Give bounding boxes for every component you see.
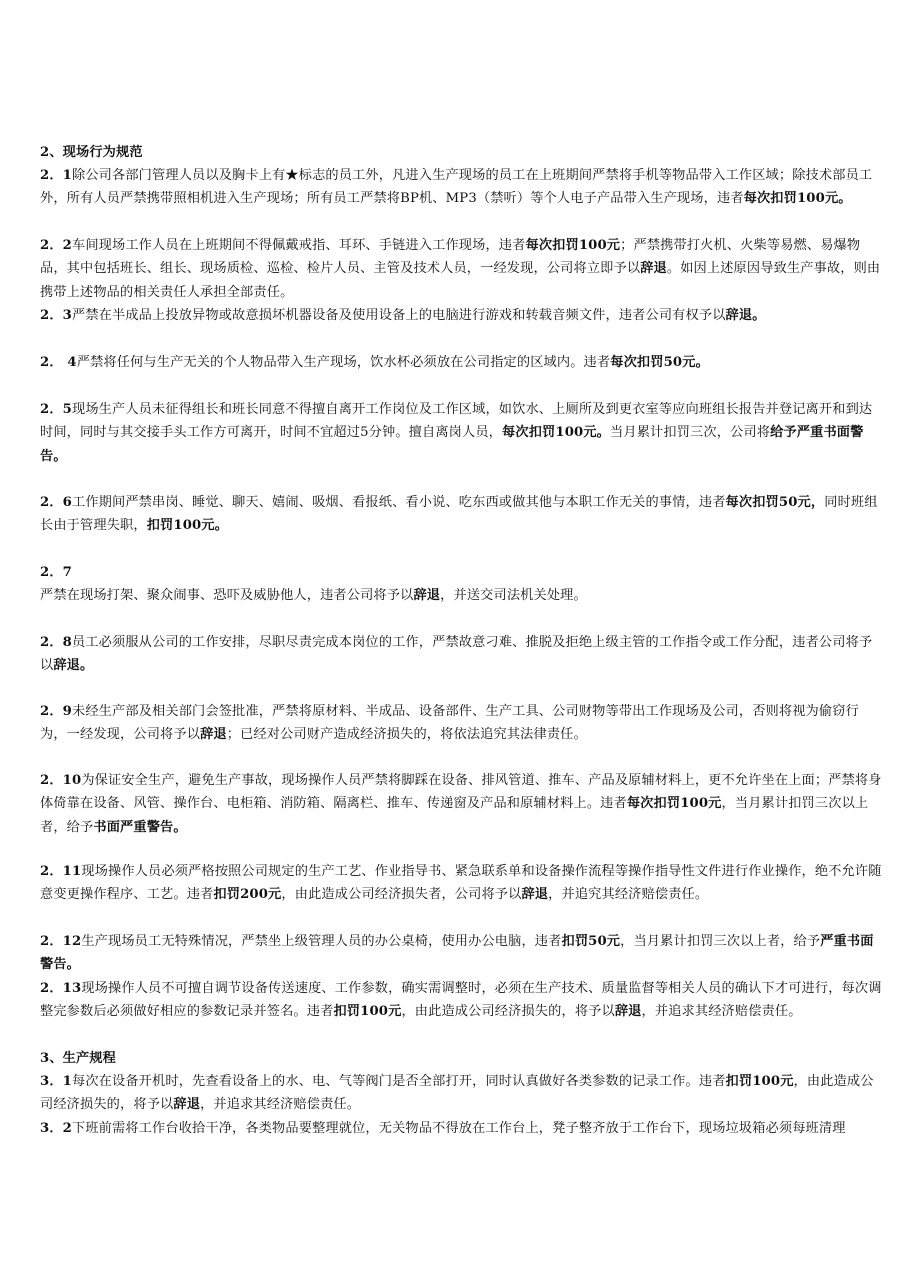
- rule-2-2: [40, 234, 882, 304]
- rule-number: 2．8: [40, 635, 72, 650]
- rule-text: ，并送交司法机关处理。: [440, 588, 587, 604]
- rule-number: 3．2: [40, 1121, 72, 1136]
- penalty-text: 每次扣罚100元。: [502, 425, 611, 441]
- rule-number: 2．7: [40, 565, 72, 580]
- penalty-text: 扣罚100元。: [146, 518, 229, 534]
- rule-number: 2．10: [40, 773, 82, 788]
- penalty-text: 辞退: [200, 727, 227, 743]
- penalty-text: 辞退: [640, 261, 667, 277]
- rule-number: 2．5: [40, 402, 72, 417]
- rule-3-1: [40, 1070, 882, 1117]
- rule-text: ，由此造成公司经济损失的，将予以: [40, 1074, 874, 1113]
- rule-text: 现场操作人员不可擅自调节设备传送速度、工作参数，确实需调整时，必须在生产技术、质量监督等相关人员的确认下才可进行，每次调整完参数后必须做好相应的参数记录并签名。违者: [40, 981, 882, 1020]
- rule-text: 当月累计扣罚三次，公司将: [610, 425, 771, 441]
- penalty-text: 辞退。: [53, 658, 94, 674]
- penalty-text: 辞退: [173, 1097, 201, 1113]
- rule-2-12: [40, 930, 882, 977]
- rule-2-13: [40, 977, 882, 1024]
- rule-text: ，并追求其经济赔偿责任。: [200, 1097, 361, 1113]
- rule-number: 3．1: [40, 1074, 72, 1089]
- rule-text: 生产现场员工无特殊情况，严禁坐上级管理人员的办公桌椅，使用办公电脑，违者: [81, 934, 562, 949]
- rule-2-8: [40, 631, 882, 678]
- rule-text: 严禁在半成品上投放异物或故意损坏机器设备及使用设备上的电脑进行游戏和转载音频文件，违者公司有权予以: [72, 308, 726, 323]
- rule-text: 未经生产部及相关部门会签批准，严禁将原材料、半成品、设备部件、生产工具、公司财物等带出工作现场及公司，否则将视为偷窃行为，一经发现，公司将予以: [40, 704, 859, 743]
- section-3-heading: 3、生产规程: [40, 1051, 117, 1066]
- rule-text: ，并追究其经济赔偿责任。: [548, 887, 709, 903]
- rule-text: 车间现场工作人员在上班期间不得佩戴戒指、耳环、手链进入工作现场，违者: [72, 238, 526, 253]
- rule-text: 严禁在现场打架、聚众闹事、恐吓及威胁他人，违者公司将予以: [40, 588, 414, 604]
- rule-number: 2．2: [40, 238, 72, 253]
- rule-text: ，由此造成公司经济损失者，公司将予以: [281, 887, 522, 903]
- rule-text: ；严禁携带打火机、火柴等易燃、易爆物品，其中包括班长、组长、现场质检、巡检、检片人员、主管及技术人员，一经发现，公司将立即予以: [40, 238, 861, 277]
- rule-text: 严禁将任何与生产无关的个人物品带入生产现场，饮水杯必须放在公司指定的区域内。违者: [76, 355, 611, 370]
- rule-number: 2．11: [40, 864, 82, 879]
- penalty-text: 每次扣罚50元，: [725, 495, 825, 510]
- rule-2-10: [40, 769, 882, 839]
- rule-3-2: [40, 1117, 882, 1140]
- penalty-text: 扣罚100元: [333, 1004, 402, 1020]
- penalty-text: 扣罚50元: [561, 934, 621, 949]
- penalty-text: 辞退: [521, 887, 549, 903]
- rule-number: 2． 4: [40, 355, 77, 370]
- rule-number: 2．1: [40, 168, 72, 183]
- rule-text: 工作期间严禁串岗、睡觉、聊天、嬉闹、吸烟、看报纸、看小说、吃东西或做其他与本职工作无关的事情，违者: [72, 495, 726, 510]
- rule-2-3: [40, 304, 882, 327]
- rule-number: 2．6: [40, 495, 72, 510]
- rule-2-9: [40, 700, 882, 747]
- section-2-heading: 2、现场行为规范: [40, 145, 143, 160]
- penalty-text: 严重书面警告。: [40, 934, 874, 973]
- rule-text: 每次在设备开机时，先查看设备上的水、电、气等阀门是否全部打开，同时认真做好各类参数的记录工作。违者: [72, 1074, 726, 1089]
- rule-number: 2．3: [40, 308, 72, 323]
- rule-text: ，由此造成公司经济损失的，将予以: [401, 1004, 615, 1020]
- rule-text: 下班前需将工作台收拾干净，各类物品要整理就位，无关物品不得放在工作台上，凳子整齐放于工作台下，现场垃圾箱必须每班清理: [72, 1121, 846, 1136]
- rule-text: ；已经对公司财产造成经济损失的，将依法追究其法律责任。: [226, 727, 587, 743]
- rule-2-7: [40, 561, 882, 608]
- rule-2-11: [40, 860, 882, 907]
- penalty-text: 每次扣罚50元。: [610, 355, 709, 370]
- penalty-text: 辞退: [413, 588, 441, 604]
- rule-text: 除公司各部门管理人员以及胸卡上有★标志的员工外，凡进入生产现场的员工在上班期间严禁将手机等物品带入工作区域；除技术部员工外，所有人员严禁携带照相机进入生产现场；所有员工严禁将BP机、MP3（禁听）等个人电子产品带入生产现场，违者: [40, 168, 873, 207]
- penalty-text: 每次扣罚100元: [525, 238, 621, 253]
- penalty-text: 每次扣罚100元。: [743, 191, 852, 207]
- penalty-text: 书面严重警告。: [93, 819, 187, 835]
- penalty-text: 给予严重书面警告。: [40, 425, 864, 464]
- rule-2-5: [40, 398, 882, 468]
- penalty-text: 辞退。: [725, 308, 766, 323]
- rule-2-4: [40, 351, 882, 374]
- rule-2-1: [40, 164, 882, 211]
- rule-text: 现场操作人员必须严格按照公司规定的生产工艺、作业指导书、紧急联系单和设备操作流程等操作指导性文件进行作业操作，绝不允许随意变更操作程序、工艺。违者: [40, 864, 882, 903]
- rule-text: 员工必须服从公司的工作安排，尽职尽责完成本岗位的工作，严禁故意刁难、推脱及拒绝上级主管的工作指令或工作分配，违者公司将予以: [40, 635, 873, 674]
- rule-number: 2．12: [40, 934, 82, 949]
- rule-text: 为保证安全生产，避免生产事故，现场操作人员严禁将脚踩在设备、排风管道、推车、产品及原辅材料上，更不允许坐在上面；严禁将身体倚靠在设备、风管、操作台、电柜箱、消防箱、隔离栏、推车、传递窗及产品和原辅材料上。违者: [40, 773, 882, 812]
- rule-text: 同时班组长由于管理失职，: [40, 495, 878, 534]
- rule-2-6: [40, 491, 882, 538]
- rule-number: 2．9: [40, 704, 72, 719]
- rule-text: 现场生产人员未征得组长和班长同意不得擅自离开工作岗位及工作区域，如饮水、上厕所及到更衣室等应向班组长报告并登记离开和到达时间，同时与其交接手头工作方可离开，时间不宜超过5分钟。擅自离岗人员，: [40, 402, 873, 441]
- rule-text: ，当月累计扣罚三次以上者，给予: [620, 934, 821, 949]
- penalty-text: 辞退: [614, 1004, 642, 1020]
- rule-text: ，当月累计扣罚三次以上者，给予: [40, 796, 869, 835]
- rule-number: 2．13: [40, 981, 82, 996]
- rule-text: 。如因上述原因导致生产事故，则由携带上述物品的相关责任人承担全部责任。: [40, 261, 881, 300]
- penalty-text: 扣罚200元: [213, 887, 282, 903]
- rule-text: ，并追求其经济赔偿责任。: [641, 1004, 802, 1020]
- penalty-text: 扣罚100元: [725, 1074, 794, 1089]
- penalty-text: 每次扣罚100元: [626, 796, 722, 812]
